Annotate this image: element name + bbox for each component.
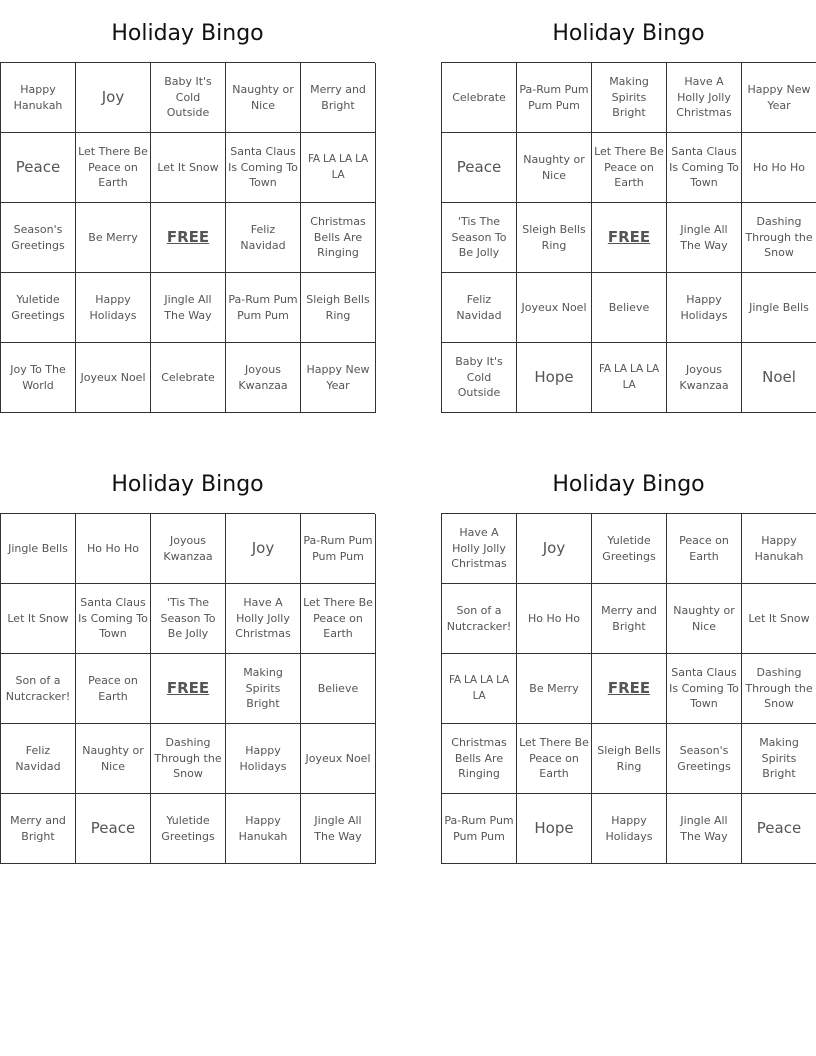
bingo-cell: Believe: [301, 654, 376, 724]
bingo-grid: [441, 62, 816, 413]
bingo-cell: Jingle All The Way: [151, 273, 226, 343]
bingo-cell: Merry and Bright: [1, 794, 76, 864]
bingo-cell: Dashing Through the Snow: [151, 724, 226, 794]
bingo-cell: Have A Holly Jolly Christmas: [226, 584, 301, 654]
bingo-cell: Yuletide Greetings: [592, 514, 667, 584]
bingo-cell: Joy: [76, 63, 151, 133]
bingo-cell: Believe: [592, 273, 667, 343]
bingo-cell: Joy To The World: [1, 343, 76, 413]
bingo-cell: Jingle All The Way: [667, 203, 742, 273]
bingo-cell: Ho Ho Ho: [76, 514, 151, 584]
bingo-cell: Joyous Kwanzaa: [226, 343, 301, 413]
bingo-grid: [0, 62, 375, 413]
bingo-cell: FA LA LA LA LA: [442, 654, 517, 724]
bingo-cell: Baby It's Cold Outside: [151, 63, 226, 133]
bingo-cell: Naughty or Nice: [226, 63, 301, 133]
bingo-card-4: [441, 458, 816, 864]
bingo-grid: [441, 513, 816, 864]
bingo-cell: Season's Greetings: [1, 203, 76, 273]
bingo-card-3: [0, 458, 375, 864]
bingo-cell: Joy: [226, 514, 301, 584]
bingo-cell: Son of a Nutcracker!: [442, 584, 517, 654]
bingo-cell: Dashing Through the Snow: [742, 654, 816, 724]
bingo-cell: Naughty or Nice: [667, 584, 742, 654]
bingo-cell: Santa Claus Is Coming To Town: [76, 584, 151, 654]
free-space-cell: FREE: [151, 203, 226, 273]
bingo-cell: Let There Be Peace on Earth: [76, 133, 151, 203]
bingo-cell: FA LA LA LA LA: [592, 343, 667, 413]
bingo-cell: 'Tis The Season To Be Jolly: [442, 203, 517, 273]
bingo-cell: Jingle Bells: [1, 514, 76, 584]
bingo-cell: Sleigh Bells Ring: [517, 203, 592, 273]
bingo-cell: Making Spirits Bright: [226, 654, 301, 724]
bingo-cell: Hope: [517, 794, 592, 864]
bingo-cell: Santa Claus Is Coming To Town: [226, 133, 301, 203]
bingo-cell: Let It Snow: [1, 584, 76, 654]
bingo-cell: Merry and Bright: [592, 584, 667, 654]
bingo-cell: Yuletide Greetings: [151, 794, 226, 864]
card-title: Holiday Bingo: [111, 21, 264, 46]
bingo-cell: Celebrate: [151, 343, 226, 413]
bingo-cell: Christmas Bells Are Ringing: [442, 724, 517, 794]
bingo-cell: Making Spirits Bright: [592, 63, 667, 133]
free-space-cell: FREE: [151, 654, 226, 724]
bingo-cell: Let There Be Peace on Earth: [301, 584, 376, 654]
card-title: Holiday Bingo: [552, 472, 705, 497]
bingo-cell: Happy Holidays: [667, 273, 742, 343]
bingo-cell: Ho Ho Ho: [517, 584, 592, 654]
bingo-cell: FA LA LA LA LA: [301, 133, 376, 203]
card-title: Holiday Bingo: [552, 21, 705, 46]
bingo-cell: Have A Holly Jolly Christmas: [442, 514, 517, 584]
bingo-cell: Santa Claus Is Coming To Town: [667, 133, 742, 203]
bingo-cell: Sleigh Bells Ring: [301, 273, 376, 343]
bingo-cell: Peace: [1, 133, 76, 203]
free-space-cell: FREE: [592, 654, 667, 724]
bingo-cell: Feliz Navidad: [1, 724, 76, 794]
bingo-cell: Peace: [76, 794, 151, 864]
bingo-cell: Santa Claus Is Coming To Town: [667, 654, 742, 724]
bingo-cell: Merry and Bright: [301, 63, 376, 133]
bingo-cell: Dashing Through the Snow: [742, 203, 816, 273]
bingo-cell: Happy Holidays: [592, 794, 667, 864]
bingo-cell: Feliz Navidad: [442, 273, 517, 343]
bingo-cell: 'Tis The Season To Be Jolly: [151, 584, 226, 654]
bingo-cell: Happy New Year: [742, 63, 816, 133]
bingo-cell: Pa-Rum Pum Pum Pum: [301, 514, 376, 584]
bingo-cell: Making Spirits Bright: [742, 724, 816, 794]
bingo-card-2: [441, 7, 816, 413]
bingo-cell: Son of a Nutcracker!: [1, 654, 76, 724]
bingo-cell: Season's Greetings: [667, 724, 742, 794]
bingo-cell: Peace on Earth: [76, 654, 151, 724]
bingo-cell: Peace: [442, 133, 517, 203]
bingo-cell: Let It Snow: [742, 584, 816, 654]
bingo-cell: Jingle All The Way: [667, 794, 742, 864]
bingo-cell: Happy Hanukah: [742, 514, 816, 584]
bingo-cell: Let There Be Peace on Earth: [517, 724, 592, 794]
bingo-cell: Pa-Rum Pum Pum Pum: [517, 63, 592, 133]
bingo-cell: Pa-Rum Pum Pum Pum: [226, 273, 301, 343]
bingo-cell: Joyeux Noel: [76, 343, 151, 413]
bingo-cell: Ho Ho Ho: [742, 133, 816, 203]
free-space-cell: FREE: [592, 203, 667, 273]
bingo-card-1: [0, 7, 375, 413]
bingo-cell: Yuletide Greetings: [1, 273, 76, 343]
bingo-cell: Hope: [517, 343, 592, 413]
bingo-cell: Naughty or Nice: [76, 724, 151, 794]
bingo-cell: Jingle All The Way: [301, 794, 376, 864]
bingo-cell: Happy Holidays: [226, 724, 301, 794]
bingo-cell: Be Merry: [76, 203, 151, 273]
card-title: Holiday Bingo: [111, 472, 264, 497]
bingo-grid: [0, 513, 375, 864]
bingo-cell: Peace: [742, 794, 816, 864]
bingo-cell: Sleigh Bells Ring: [592, 724, 667, 794]
bingo-cell: Happy Holidays: [76, 273, 151, 343]
bingo-cell: Pa-Rum Pum Pum Pum: [442, 794, 517, 864]
bingo-cell: Happy Hanukah: [226, 794, 301, 864]
bingo-cell: Joyeux Noel: [517, 273, 592, 343]
bingo-cell: Christmas Bells Are Ringing: [301, 203, 376, 273]
bingo-cell: Joyous Kwanzaa: [151, 514, 226, 584]
bingo-cell: Joyeux Noel: [301, 724, 376, 794]
bingo-cell: Happy New Year: [301, 343, 376, 413]
bingo-cell: Have A Holly Jolly Christmas: [667, 63, 742, 133]
bingo-cell: Be Merry: [517, 654, 592, 724]
bingo-cell: Let It Snow: [151, 133, 226, 203]
bingo-cell: Feliz Navidad: [226, 203, 301, 273]
bingo-cell: Joyous Kwanzaa: [667, 343, 742, 413]
bingo-cell: Baby It's Cold Outside: [442, 343, 517, 413]
bingo-cell: Let There Be Peace on Earth: [592, 133, 667, 203]
bingo-cell: Happy Hanukah: [1, 63, 76, 133]
bingo-cell: Noel: [742, 343, 816, 413]
bingo-cell: Peace on Earth: [667, 514, 742, 584]
bingo-cell: Joy: [517, 514, 592, 584]
bingo-cell: Celebrate: [442, 63, 517, 133]
bingo-cell: Naughty or Nice: [517, 133, 592, 203]
bingo-cell: Jingle Bells: [742, 273, 816, 343]
